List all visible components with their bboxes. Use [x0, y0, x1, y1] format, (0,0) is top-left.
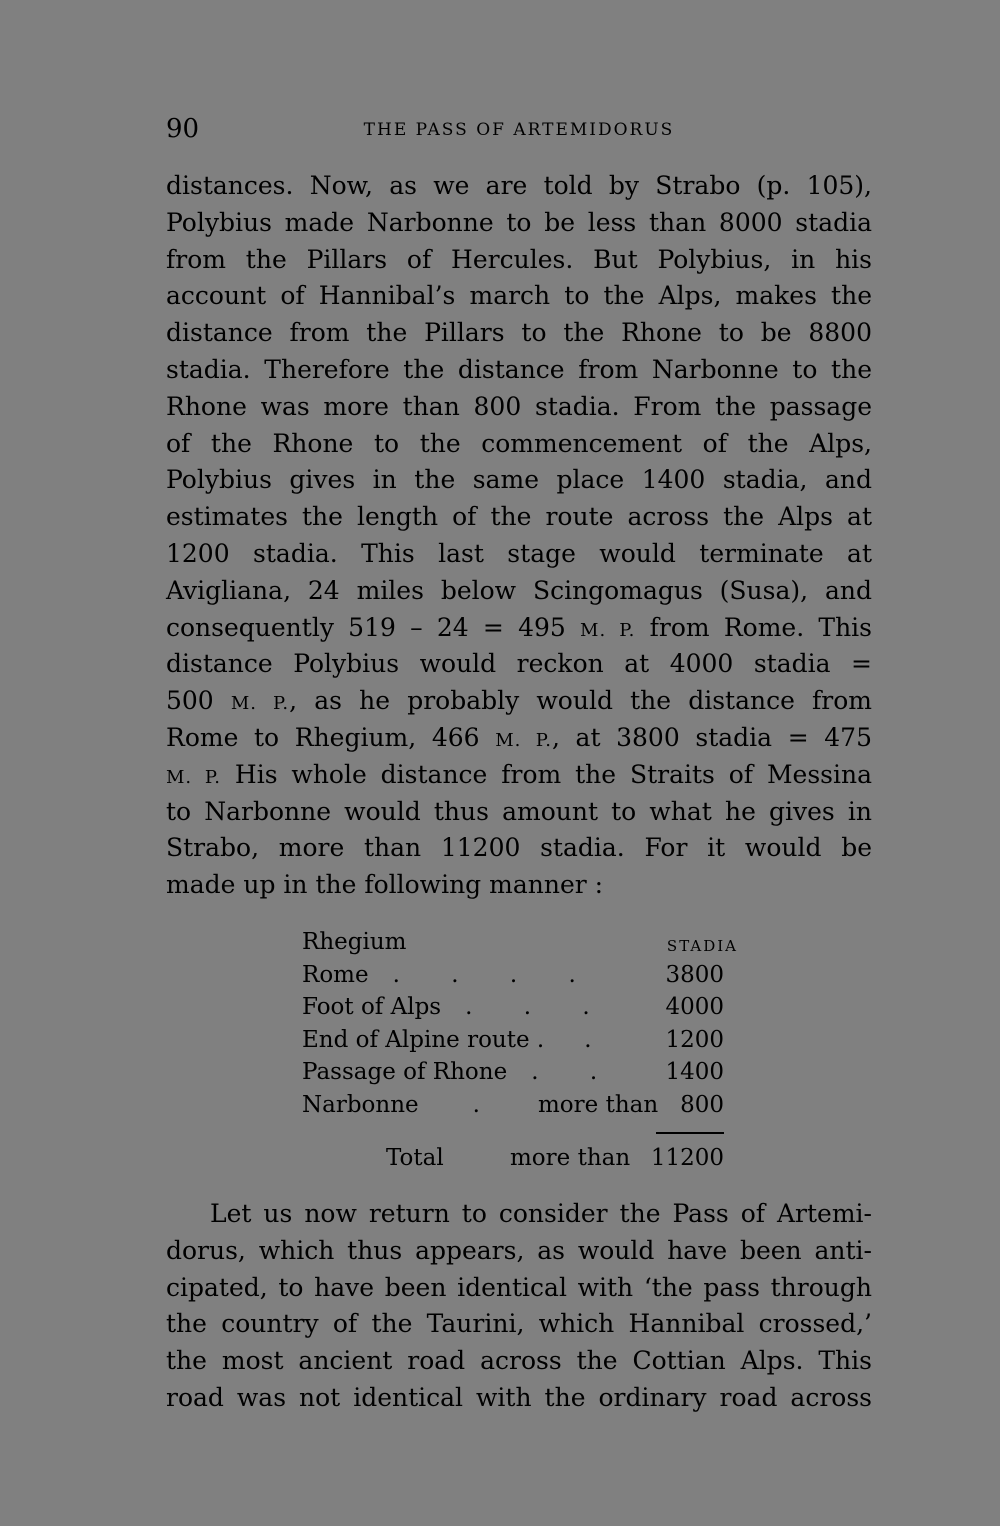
text-line [166, 720, 872, 757]
text-segment: Avigliana, 24 miles below Scingomagus (Susa), and [166, 575, 872, 605]
table-qualifier: more than [538, 1091, 659, 1118]
text-segment: Strabo, more than 11200 stadia. For it would be [166, 833, 872, 863]
table-row [302, 1024, 742, 1057]
text-line [166, 278, 872, 315]
stadia-table [302, 926, 742, 1171]
table-total-row [302, 1142, 742, 1175]
total-qualifier: more than [510, 1145, 631, 1171]
table-value: 1400 [665, 1059, 724, 1085]
text-segment: to Narbonne would thus amount to what he gives in [166, 796, 872, 826]
dot-leader: . [472, 1091, 502, 1118]
text-line [166, 315, 872, 352]
text-segment: estimates the length of the route across the Alps at [166, 502, 872, 532]
text-line [166, 462, 872, 499]
total-label: Total [386, 1145, 444, 1171]
table-value: 1200 [665, 1026, 724, 1053]
text-line [166, 757, 872, 794]
text-segment: Rhone was more than 800 stadia. From the passage [166, 391, 872, 421]
paragraph-pass-of-artemidorus [166, 1196, 872, 1417]
table-row [302, 959, 742, 992]
table-first-place: Rhegium [302, 929, 407, 955]
text-line [166, 242, 872, 279]
paragraph-distances [166, 168, 872, 904]
total-rule [656, 1132, 724, 1134]
text-segment: , at 3800 stadia = 475 [551, 722, 872, 752]
text-segment: Polybius gives in the same place 1400 stadia, and [166, 465, 872, 495]
table-place: End of Alpine route . [302, 1026, 545, 1053]
text-line: dorus, which thus appears, as would have been anti- [166, 1235, 872, 1265]
page-header [166, 112, 872, 148]
dot-leader: . . [531, 1059, 620, 1085]
text-line: the country of the Taurini, which Hannibal crossed,’ [166, 1309, 872, 1339]
text-line [166, 867, 872, 904]
table-place: Foot of Alps [302, 994, 442, 1020]
text-segment: 1200 stadia. This last stage would terminate at [166, 538, 872, 568]
text-segment: 500 [166, 686, 231, 716]
table-value: 800 [680, 1091, 724, 1118]
text-line [166, 646, 872, 683]
table-place: Narbonne [302, 1091, 419, 1118]
text-line: Let us now return to consider the Pass of Artemi- [210, 1199, 872, 1228]
page-number: 90 [166, 114, 200, 144]
total-value: 11200 [650, 1145, 724, 1171]
table-column-header: STADIA [666, 937, 738, 955]
dot-leader: . . . . [392, 961, 598, 988]
table-header-row [302, 926, 742, 959]
text-line [166, 352, 872, 389]
table-row [302, 991, 742, 1024]
text-line [166, 205, 872, 242]
abbrev-mp: M. P. [580, 619, 636, 641]
abbrev-mp: M. P. [230, 693, 290, 715]
running-head: THE PASS OF ARTEMIDORUS [363, 120, 675, 140]
text-segment: Rome to Rhegium, 466 [166, 722, 496, 752]
text-line [166, 389, 872, 426]
table-value: 4000 [665, 994, 724, 1020]
text-line [166, 536, 872, 573]
text-segment: His whole distance from the Straits of Messina [221, 759, 872, 789]
table-place: Passage of Rhone [302, 1059, 508, 1085]
abbrev-mp: M. P. [495, 729, 552, 751]
text-segment: distances. Now, as we are told by Strabo (p. 105), [166, 171, 872, 200]
text-line: the most ancient road across the Cottian Alps. This [166, 1346, 872, 1376]
text-line [166, 426, 872, 463]
text-line [166, 573, 872, 610]
text-segment: consequently 519 – 24 = 495 [166, 612, 581, 642]
text-line [166, 610, 872, 647]
table-row [302, 1089, 742, 1122]
text-segment: account of Hannibal’s march to the Alps, makes the [166, 281, 872, 311]
text-segment: stadia. Therefore the distance from Narbonne to the [166, 354, 872, 384]
text-segment: of the Rhone to the commencement of the Alps, [166, 428, 872, 458]
dot-leader: . . . [465, 994, 612, 1020]
text-line [166, 794, 872, 831]
table-value: 3800 [665, 961, 724, 988]
text-line [166, 683, 872, 720]
text-segment: distance Polybius would reckon at 4000 stadia = [166, 649, 872, 679]
text-line [166, 168, 872, 205]
table-row [302, 1056, 742, 1089]
text-line: road was not identical with the ordinary road across [166, 1382, 872, 1412]
text-line: cipated, to have been identical with ‘the pass through [166, 1272, 872, 1302]
text-line [166, 830, 872, 867]
text-segment: from Rome. This [635, 612, 872, 642]
text-segment: Polybius made Narbonne to be less than 8000 stadia [166, 207, 872, 237]
text-line [166, 499, 872, 536]
text-segment: , as he probably would the distance from [289, 686, 872, 716]
text-segment: distance from the Pillars to the Rhone to be 8800 [166, 318, 872, 348]
dot-leader: . [584, 1026, 614, 1053]
text-segment: made up in the following manner : [166, 870, 604, 900]
abbrev-mp: M. P. [166, 766, 222, 788]
text-segment: from the Pillars of Hercules. But Polybius, in his [166, 244, 872, 274]
table-place: Rome [302, 961, 369, 988]
